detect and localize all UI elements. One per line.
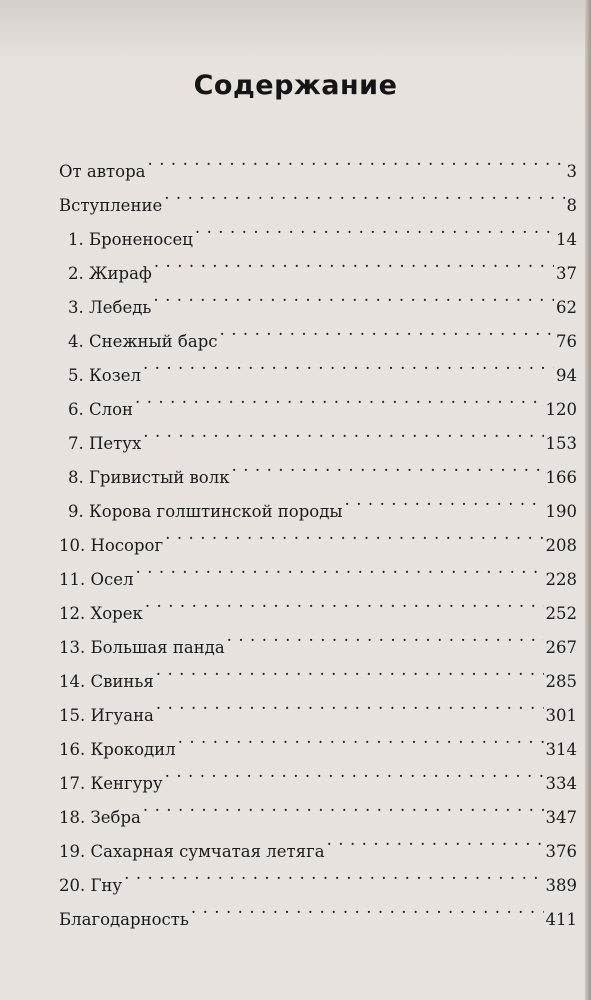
toc-entry[interactable] — [59, 585, 577, 623]
toc-leader-dots — [191, 891, 544, 925]
toc-entry-title: 18. Зебра — [59, 808, 141, 827]
toc-entry[interactable] — [59, 551, 577, 589]
toc-leader-dots — [143, 415, 543, 449]
page-shadow — [0, 0, 591, 60]
toc-entry-page-number: 166 — [545, 468, 577, 487]
toc-leader-dots — [156, 687, 544, 721]
toc-leader-dots — [156, 653, 544, 687]
toc-entry-page-number: 37 — [556, 264, 577, 283]
toc-entry-title: 8. Гривистый волк — [68, 468, 230, 487]
toc-entry-title: 14. Свинья — [59, 672, 154, 691]
toc-entry-page-number: 228 — [545, 570, 577, 589]
toc-leader-dots — [145, 585, 544, 619]
toc-entry-page-number: 153 — [545, 434, 577, 453]
toc-entry[interactable] — [59, 143, 577, 181]
toc-entry-page-number: 285 — [545, 672, 577, 691]
toc-entry-title: 15. Игуана — [59, 706, 154, 725]
toc-entry-page-number: 76 — [556, 332, 577, 351]
toc-leader-dots — [136, 551, 544, 585]
toc-leader-dots — [327, 823, 544, 857]
toc-entry-title: 16. Крокодил — [59, 740, 176, 759]
toc-entry-title: 19. Сахарная сумчатая летяга — [59, 842, 325, 861]
toc-entry-page-number: 334 — [545, 774, 577, 793]
toc-entry-page-number: 14 — [556, 230, 577, 249]
toc-entry-title: 10. Носорог — [59, 536, 164, 555]
toc-leader-dots — [165, 755, 544, 789]
toc-leader-dots — [135, 381, 543, 415]
page-title: Содержание — [193, 70, 398, 101]
toc-entry-page-number: 62 — [556, 298, 577, 317]
toc-leader-dots — [227, 619, 544, 653]
toc-entry-title: Вступление — [59, 196, 163, 215]
toc-entry-title: 5. Козел — [68, 366, 141, 385]
toc-entry-title: 7. Петух — [68, 434, 142, 453]
toc-entry-title: Благодарность — [59, 910, 189, 929]
toc-leader-dots — [164, 177, 564, 211]
toc-leader-dots — [143, 347, 554, 381]
toc-entry-page-number: 376 — [545, 842, 577, 861]
toc-entry[interactable] — [59, 857, 577, 895]
toc-leader-dots — [220, 313, 555, 347]
toc-entry-page-number: 411 — [545, 910, 577, 929]
toc-leader-dots — [232, 449, 544, 483]
toc-entry-page-number: 267 — [545, 638, 577, 657]
toc-entry-page-number: 94 — [556, 366, 577, 385]
toc-entry-page-number: 8 — [566, 196, 577, 215]
table-of-contents — [59, 143, 577, 929]
toc-entry-page-number: 120 — [545, 400, 577, 419]
toc-entry[interactable] — [59, 891, 577, 929]
toc-entry-page-number: 314 — [545, 740, 577, 759]
toc-entry-page-number: 347 — [545, 808, 577, 827]
page-edge — [585, 0, 591, 1000]
toc-entry-page-number: 252 — [545, 604, 577, 623]
toc-leader-dots — [148, 143, 565, 177]
toc-leader-dots — [195, 211, 554, 245]
toc-entry-page-number: 3 — [566, 162, 577, 181]
toc-leader-dots — [143, 789, 544, 823]
toc-entry-page-number: 389 — [545, 876, 577, 895]
toc-entry-title: 4. Снежный барс — [68, 332, 218, 351]
toc-leader-dots — [153, 279, 554, 313]
toc-entry-title: 9. Корова голштинской породы — [68, 502, 343, 521]
toc-entry-title: 6. Слон — [68, 400, 134, 419]
toc-leader-dots — [165, 517, 543, 551]
toc-entry[interactable] — [59, 381, 577, 419]
toc-entry-page-number: 208 — [545, 536, 577, 555]
toc-entry-title: 12. Хорек — [59, 604, 143, 623]
toc-entry-title: 20. Гну — [59, 876, 123, 895]
toc-entry-title: 3. Лебедь — [68, 298, 152, 317]
toc-entry-page-number: 301 — [545, 706, 577, 725]
toc-entry-title: От автора — [59, 162, 146, 181]
toc-entry-title: 2. Жираф — [68, 264, 152, 283]
toc-leader-dots — [124, 857, 543, 891]
toc-entry-title: 17. Кенгуру — [59, 774, 163, 793]
toc-leader-dots — [178, 721, 544, 755]
toc-entry-title: 1. Броненосец — [68, 230, 193, 249]
toc-leader-dots — [345, 483, 544, 517]
toc-entry-title: 13. Большая панда — [59, 638, 225, 657]
toc-entry-page-number: 190 — [545, 502, 577, 521]
toc-leader-dots — [154, 245, 554, 279]
toc-entry-title: 11. Осел — [59, 570, 134, 589]
toc-entry[interactable] — [59, 415, 577, 453]
